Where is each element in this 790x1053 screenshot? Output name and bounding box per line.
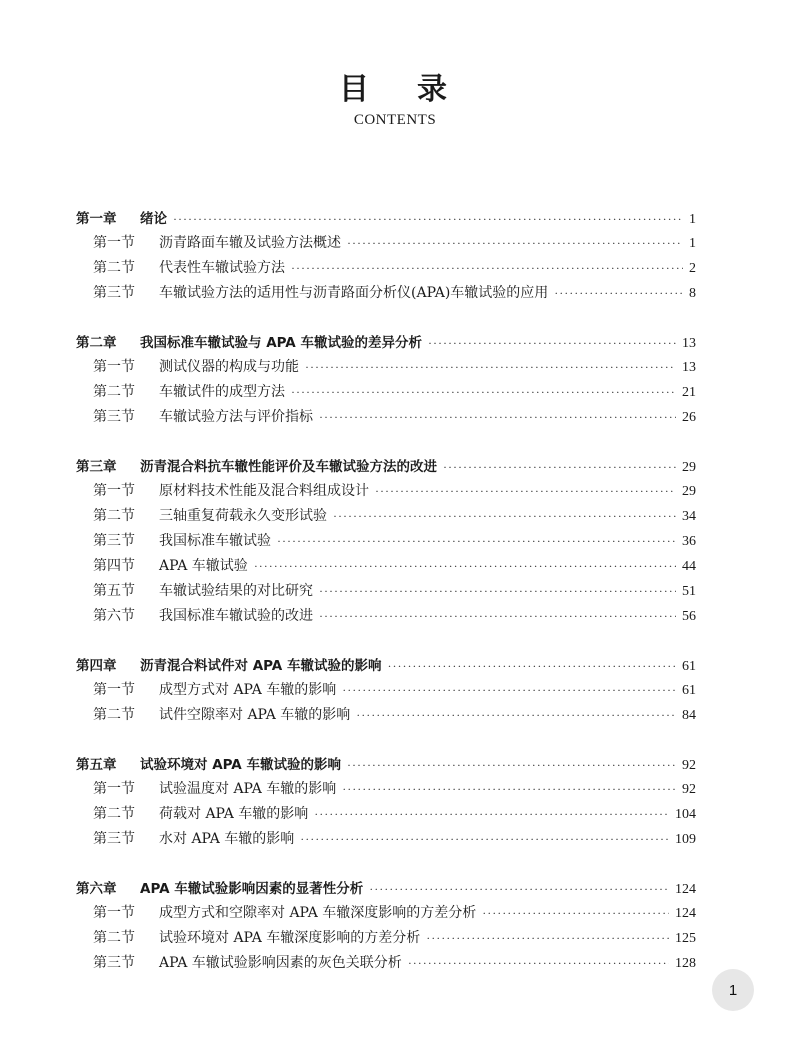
- section-entry[interactable]: [76, 605, 696, 630]
- chapter-entry-page: 13: [682, 336, 696, 351]
- chapter-entry-number: 第五章: [76, 757, 117, 773]
- section-entry-number: 第一节: [93, 682, 135, 698]
- section-entry-page: 124: [675, 906, 696, 921]
- chapter-entry-page: 61: [682, 659, 696, 674]
- dot-leader: [173, 212, 683, 227]
- section-entry-page: 109: [675, 832, 696, 847]
- chapter-entry-title: 沥青混合料抗车辙性能评价及车辙试验方法的改进: [140, 459, 437, 475]
- section-entry-title: 三轴重复荷载永久变形试验: [159, 508, 327, 524]
- section-entry[interactable]: [76, 530, 696, 555]
- dot-leader: [319, 584, 676, 599]
- section-entry-page: 34: [682, 509, 696, 524]
- chapter-entry-title: 沥青混合料试件对 APA 车辙试验的影响: [140, 658, 382, 674]
- dot-leader: [300, 832, 669, 847]
- section-entry-title: 成型方式和空隙率对 APA 车辙深度影响的方差分析: [159, 905, 477, 921]
- page-title: [0, 64, 790, 108]
- dot-leader: [347, 236, 683, 251]
- section-entry-number: 第二节: [93, 384, 135, 400]
- chapter-entry-page: 29: [682, 460, 696, 475]
- section-entry[interactable]: [76, 828, 696, 853]
- section-entry[interactable]: [76, 778, 696, 803]
- section-entry-number: 第二节: [93, 806, 135, 822]
- dot-leader: [387, 659, 676, 674]
- chapter-entry-number: 第六章: [76, 881, 117, 897]
- chapter-entry-number: 第四章: [76, 658, 117, 674]
- chapter-entry-number: 第二章: [76, 335, 117, 351]
- chapter-entry-number: 第三章: [76, 459, 117, 475]
- section-entry-title: 测试仪器的构成与功能: [159, 359, 299, 375]
- section-entry[interactable]: [76, 704, 696, 729]
- section-entry-number: 第三节: [93, 533, 135, 549]
- dot-leader: [369, 882, 669, 897]
- dot-leader: [443, 460, 676, 475]
- section-entry-number: 第二节: [93, 930, 135, 946]
- section-entry[interactable]: [76, 555, 696, 580]
- dot-leader: [254, 559, 676, 574]
- page-number-badge: 1: [712, 969, 754, 1011]
- dot-leader: [482, 906, 669, 921]
- section-entry-title: APA 车辙试验影响因素的灰色关联分析: [159, 955, 402, 971]
- chapter-entry[interactable]: [76, 331, 696, 356]
- dot-leader: [319, 410, 676, 425]
- chapter-entry-page: 92: [682, 758, 696, 773]
- chapter-entry-page: 124: [675, 882, 696, 897]
- section-entry-number: 第三节: [93, 285, 135, 301]
- chapter-entry-title: APA 车辙试验影响因素的显著性分析: [140, 881, 364, 897]
- chapter-entry-title: 绪论: [140, 211, 167, 227]
- section-entry-title: 原材料技术性能及混合料组成设计: [159, 483, 369, 499]
- section-entry-number: 第二节: [93, 508, 135, 524]
- dot-leader: [342, 782, 676, 797]
- title-char-1: 目: [339, 72, 373, 107]
- dot-leader: [408, 956, 669, 971]
- dot-leader: [314, 807, 669, 822]
- section-entry[interactable]: [76, 406, 696, 431]
- section-entry[interactable]: [76, 580, 696, 605]
- section-entry[interactable]: [76, 803, 696, 828]
- section-entry-number: 第五节: [93, 583, 135, 599]
- section-entry-number: 第一节: [93, 781, 135, 797]
- section-entry-number: 第三节: [93, 409, 135, 425]
- section-entry-page: 13: [682, 360, 696, 375]
- dot-leader: [342, 683, 676, 698]
- chapter-entry[interactable]: [76, 455, 696, 480]
- section-entry-page: 92: [682, 782, 696, 797]
- section-entry-title: 沥青路面车辙及试验方法概述: [159, 235, 341, 251]
- section-entry[interactable]: [76, 952, 696, 977]
- section-entry-title: 荷载对 APA 车辙的影响: [159, 806, 309, 822]
- dot-leader: [333, 509, 676, 524]
- page-subtitle: CONTENTS: [353, 112, 437, 128]
- section-entry-title: 试验温度对 APA 车辙的影响: [159, 781, 337, 797]
- chapter-entry-title: 试验环境对 APA 车辙试验的影响: [140, 757, 341, 773]
- dot-leader: [305, 360, 676, 375]
- section-entry-page: 51: [682, 584, 696, 599]
- section-entry-title: 代表性车辙试验方法: [159, 260, 285, 276]
- section-entry-page: 56: [682, 609, 696, 624]
- dot-leader: [356, 708, 676, 723]
- section-entry-page: 128: [675, 956, 696, 971]
- chapter-entry-number: 第一章: [76, 211, 117, 227]
- section-entry[interactable]: [76, 232, 696, 257]
- chapter-entry-page: 1: [689, 212, 696, 227]
- chapter-entry[interactable]: [76, 877, 696, 902]
- dot-leader: [291, 261, 683, 276]
- section-entry-title: 成型方式对 APA 车辙的影响: [159, 682, 337, 698]
- section-entry[interactable]: [76, 257, 696, 282]
- section-entry-page: 26: [682, 410, 696, 425]
- chapter-entry[interactable]: [76, 753, 696, 778]
- chapter-entry[interactable]: [76, 654, 696, 679]
- section-entry-title: 水对 APA 车辙的影响: [159, 831, 295, 847]
- title-char-2: 录: [417, 72, 451, 107]
- section-entry-page: 29: [682, 484, 696, 499]
- section-entry-page: 2: [689, 261, 696, 276]
- section-entry-number: 第六节: [93, 608, 135, 624]
- section-entry-number: 第四节: [93, 558, 135, 574]
- section-entry-title: 车辙试件的成型方法: [159, 384, 285, 400]
- dot-leader: [291, 385, 676, 400]
- dot-leader: [277, 534, 676, 549]
- section-entry-number: 第一节: [93, 483, 135, 499]
- section-entry[interactable]: [76, 679, 696, 704]
- dot-leader: [554, 286, 683, 301]
- section-entry[interactable]: [76, 356, 696, 381]
- section-entry-number: 第三节: [93, 955, 135, 971]
- section-entry-number: 第一节: [93, 235, 135, 251]
- section-entry-page: 84: [682, 708, 696, 723]
- section-entry-page: 1: [689, 236, 696, 251]
- section-entry[interactable]: [76, 902, 696, 927]
- table-of-contents: [76, 207, 696, 977]
- section-entry-page: 61: [682, 683, 696, 698]
- dot-leader: [426, 931, 669, 946]
- dot-leader: [428, 336, 676, 351]
- section-entry-title: 我国标准车辙试验: [159, 533, 271, 549]
- section-entry-number: 第一节: [93, 359, 135, 375]
- section-entry-page: 44: [682, 559, 696, 574]
- section-entry[interactable]: [76, 480, 696, 505]
- section-entry-title: APA 车辙试验: [159, 558, 248, 574]
- dot-leader: [375, 484, 676, 499]
- section-entry-number: 第二节: [93, 707, 135, 723]
- section-entry-number: 第一节: [93, 905, 135, 921]
- section-entry-number: 第三节: [93, 831, 135, 847]
- section-entry-page: 104: [675, 807, 696, 822]
- section-entry-title: 我国标准车辙试验的改进: [159, 608, 313, 624]
- section-entry-title: 车辙试验方法与评价指标: [159, 409, 313, 425]
- chapter-entry[interactable]: [76, 207, 696, 232]
- chapter-entry-title: 我国标准车辙试验与 APA 车辙试验的差异分析: [140, 335, 422, 351]
- section-entry-page: 8: [689, 286, 696, 301]
- section-entry-page: 125: [675, 931, 696, 946]
- section-entry[interactable]: [76, 381, 696, 406]
- section-entry-page: 21: [682, 385, 696, 400]
- section-entry[interactable]: [76, 282, 696, 307]
- section-entry-title: 试验环境对 APA 车辙深度影响的方差分析: [159, 930, 421, 946]
- section-entry-page: 36: [682, 534, 696, 549]
- section-entry[interactable]: [76, 505, 696, 530]
- section-entry[interactable]: [76, 927, 696, 952]
- section-entry-title: 车辙试验结果的对比研究: [159, 583, 313, 599]
- section-entry-title: 试件空隙率对 APA 车辙的影响: [159, 707, 351, 723]
- section-entry-title: 车辙试验方法的适用性与沥青路面分析仪(APA)车辙试验的应用: [159, 285, 549, 301]
- dot-leader: [347, 758, 676, 773]
- section-entry-number: 第二节: [93, 260, 135, 276]
- dot-leader: [319, 609, 676, 624]
